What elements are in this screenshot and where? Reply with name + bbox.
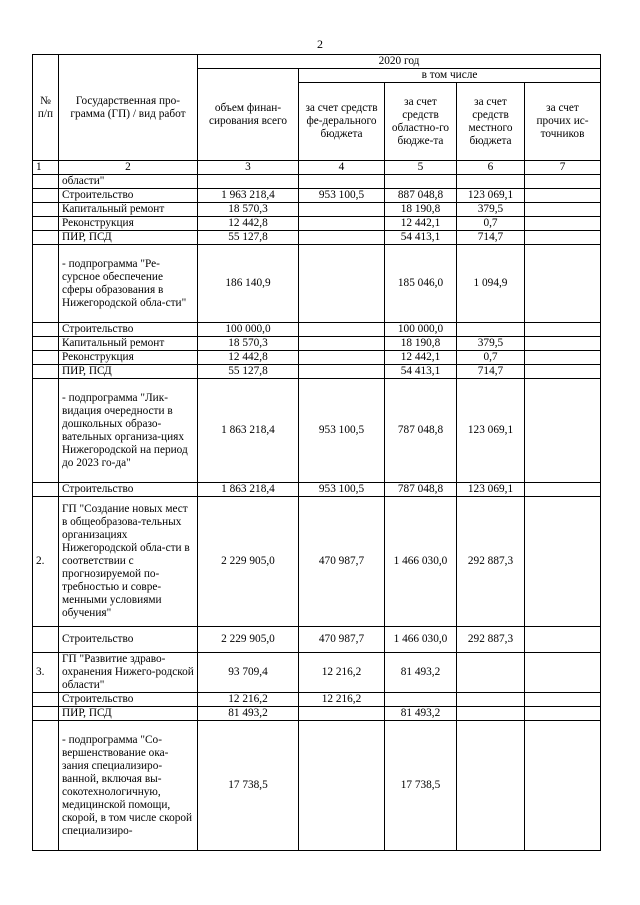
cell-num: [33, 379, 59, 483]
cell-total: 12 442,8: [198, 351, 299, 365]
cell-federal: [299, 203, 385, 217]
cell-local: 714,7: [457, 365, 525, 379]
cell-federal: [299, 365, 385, 379]
cell-total: 1 863 218,4: [198, 483, 299, 497]
cell-other: [525, 217, 601, 231]
header-program: Государственная про-грамма (ГП) / вид работ: [59, 55, 198, 161]
cell-num: [33, 721, 59, 851]
cell-name: Строительство: [59, 483, 198, 497]
table-row: [33, 653, 601, 693]
cell-total: 55 127,8: [198, 231, 299, 245]
cell-other: [525, 365, 601, 379]
cell-name: Капитальный ремонт: [59, 337, 198, 351]
cell-other: [525, 721, 601, 851]
header-num: № п/п: [33, 55, 59, 161]
cell-num: [33, 203, 59, 217]
table-row: [33, 497, 601, 627]
cell-total: 1 963 218,4: [198, 189, 299, 203]
cell-local: 0,7: [457, 217, 525, 231]
col-num: 4: [299, 161, 385, 175]
cell-federal: 470 987,7: [299, 497, 385, 627]
cell-federal: 12 216,2: [299, 653, 385, 693]
cell-federal: 12 216,2: [299, 693, 385, 707]
cell-name: ПИР, ПСД: [59, 707, 198, 721]
cell-federal: [299, 175, 385, 189]
cell-name: - подпрограмма "Со-вершенствование ока-зания специализиро-ванной, включая вы-сокотехнологичную, медицинской помощи, скорой, в том числе скорой специализиро-: [59, 721, 198, 851]
cell-other: [525, 627, 601, 653]
cell-federal: 470 987,7: [299, 627, 385, 653]
cell-other: [525, 379, 601, 483]
cell-num: [33, 337, 59, 351]
cell-other: [525, 497, 601, 627]
cell-num: [33, 365, 59, 379]
cell-num: [33, 231, 59, 245]
cell-total: 186 140,9: [198, 245, 299, 323]
cell-total: 81 493,2: [198, 707, 299, 721]
cell-num: [33, 175, 59, 189]
cell-num: 3.: [33, 653, 59, 693]
cell-num: [33, 351, 59, 365]
cell-name: Строительство: [59, 627, 198, 653]
cell-regional: 81 493,2: [385, 653, 457, 693]
cell-regional: 54 413,1: [385, 231, 457, 245]
table-row: [33, 337, 601, 351]
table-row: [33, 627, 601, 653]
col-num: 7: [525, 161, 601, 175]
column-numbers-row: [33, 161, 601, 175]
table-row: [33, 245, 601, 323]
cell-local: [457, 323, 525, 337]
cell-federal: 953 100,5: [299, 379, 385, 483]
cell-regional: [385, 175, 457, 189]
cell-local: [457, 721, 525, 851]
header-incl: в том числе: [299, 69, 601, 83]
col-num: 1: [33, 161, 59, 175]
cell-total: 18 570,3: [198, 337, 299, 351]
cell-total: 12 442,8: [198, 217, 299, 231]
table-row: [33, 231, 601, 245]
cell-federal: [299, 351, 385, 365]
cell-regional: 17 738,5: [385, 721, 457, 851]
cell-name: ГП "Развитие здраво-охранения Нижего-родской области": [59, 653, 198, 693]
cell-regional: 81 493,2: [385, 707, 457, 721]
col-num: 5: [385, 161, 457, 175]
cell-num: [33, 693, 59, 707]
cell-regional: 787 048,8: [385, 483, 457, 497]
cell-num: [33, 245, 59, 323]
cell-other: [525, 337, 601, 351]
cell-regional: [385, 693, 457, 707]
cell-num: 2.: [33, 497, 59, 627]
cell-federal: [299, 245, 385, 323]
cell-other: [525, 245, 601, 323]
cell-other: [525, 351, 601, 365]
cell-total: 55 127,8: [198, 365, 299, 379]
header-total: объем финан-сирования всего: [198, 69, 299, 161]
cell-local: 292 887,3: [457, 627, 525, 653]
cell-name: Строительство: [59, 189, 198, 203]
cell-local: 292 887,3: [457, 497, 525, 627]
col-num: 2: [59, 161, 198, 175]
header-federal: за счет средств фе-дерального бюджета: [299, 83, 385, 161]
table-row: [33, 175, 601, 189]
cell-total: 2 229 905,0: [198, 497, 299, 627]
cell-federal: [299, 323, 385, 337]
cell-local: [457, 175, 525, 189]
cell-local: 0,7: [457, 351, 525, 365]
cell-name: области": [59, 175, 198, 189]
cell-total: 12 216,2: [198, 693, 299, 707]
cell-federal: [299, 217, 385, 231]
cell-total: 2 229 905,0: [198, 627, 299, 653]
cell-name: Реконструкция: [59, 217, 198, 231]
cell-total: 100 000,0: [198, 323, 299, 337]
cell-name: Строительство: [59, 323, 198, 337]
cell-regional: 1 466 030,0: [385, 497, 457, 627]
header-year: 2020 год: [198, 55, 601, 69]
cell-other: [525, 231, 601, 245]
col-num: 6: [457, 161, 525, 175]
cell-local: [457, 693, 525, 707]
financing-table: [32, 54, 601, 851]
header-other: за счет прочих ис-точников: [525, 83, 601, 161]
table-row: [33, 365, 601, 379]
cell-total: 17 738,5: [198, 721, 299, 851]
cell-regional: 12 442,1: [385, 217, 457, 231]
cell-federal: 953 100,5: [299, 189, 385, 203]
cell-name: - подпрограмма "Ре-сурсное обеспечение сферы образования в Нижегородской обла-сти": [59, 245, 198, 323]
table-row: [33, 217, 601, 231]
header-regional: за счет средств областно-го бюдже-та: [385, 83, 457, 161]
cell-local: 123 069,1: [457, 189, 525, 203]
cell-name: ПИР, ПСД: [59, 365, 198, 379]
table-row: [33, 693, 601, 707]
table-row: [33, 379, 601, 483]
cell-num: [33, 483, 59, 497]
cell-federal: 953 100,5: [299, 483, 385, 497]
cell-regional: 1 466 030,0: [385, 627, 457, 653]
cell-name: - подпрограмма "Лик-видация очередности в дошкольных образо-вательных организа-циях Нижегородской на период до 2023 го-да": [59, 379, 198, 483]
cell-local: [457, 707, 525, 721]
cell-local: [457, 653, 525, 693]
cell-local: 1 094,9: [457, 245, 525, 323]
cell-other: [525, 693, 601, 707]
cell-other: [525, 653, 601, 693]
cell-num: [33, 217, 59, 231]
cell-num: [33, 707, 59, 721]
cell-name: ГП "Создание новых мест в общеобразова-тельных организациях Нижегородской обла-сти в соответствии с прогнозируемой по-требностью и совре-менными условиями обучения": [59, 497, 198, 627]
cell-local: 379,5: [457, 203, 525, 217]
cell-local: 379,5: [457, 337, 525, 351]
cell-regional: 12 442,1: [385, 351, 457, 365]
cell-local: 714,7: [457, 231, 525, 245]
cell-other: [525, 203, 601, 217]
cell-other: [525, 175, 601, 189]
cell-federal: [299, 707, 385, 721]
cell-total: [198, 175, 299, 189]
cell-local: 123 069,1: [457, 379, 525, 483]
cell-federal: [299, 337, 385, 351]
cell-name: Строительство: [59, 693, 198, 707]
cell-other: [525, 707, 601, 721]
table-row: [33, 323, 601, 337]
cell-other: [525, 483, 601, 497]
cell-other: [525, 189, 601, 203]
cell-federal: [299, 231, 385, 245]
cell-regional: 185 046,0: [385, 245, 457, 323]
cell-name: Реконструкция: [59, 351, 198, 365]
col-num: 3: [198, 161, 299, 175]
cell-name: Капитальный ремонт: [59, 203, 198, 217]
header-local: за счет средств местного бюджета: [457, 83, 525, 161]
cell-name: ПИР, ПСД: [59, 231, 198, 245]
cell-num: [33, 323, 59, 337]
cell-total: 18 570,3: [198, 203, 299, 217]
cell-num: [33, 189, 59, 203]
cell-regional: 18 190,8: [385, 337, 457, 351]
table-row: [33, 351, 601, 365]
table-row: [33, 203, 601, 217]
page-number: 2: [317, 37, 323, 51]
cell-federal: [299, 721, 385, 851]
cell-regional: 18 190,8: [385, 203, 457, 217]
table-row: [33, 189, 601, 203]
cell-total: 1 863 218,4: [198, 379, 299, 483]
table-row: [33, 721, 601, 851]
table-row: [33, 483, 601, 497]
cell-regional: 887 048,8: [385, 189, 457, 203]
cell-num: [33, 627, 59, 653]
cell-regional: 54 413,1: [385, 365, 457, 379]
cell-total: 93 709,4: [198, 653, 299, 693]
cell-regional: 787 048,8: [385, 379, 457, 483]
cell-other: [525, 323, 601, 337]
cell-local: 123 069,1: [457, 483, 525, 497]
table-row: [33, 707, 601, 721]
cell-regional: 100 000,0: [385, 323, 457, 337]
